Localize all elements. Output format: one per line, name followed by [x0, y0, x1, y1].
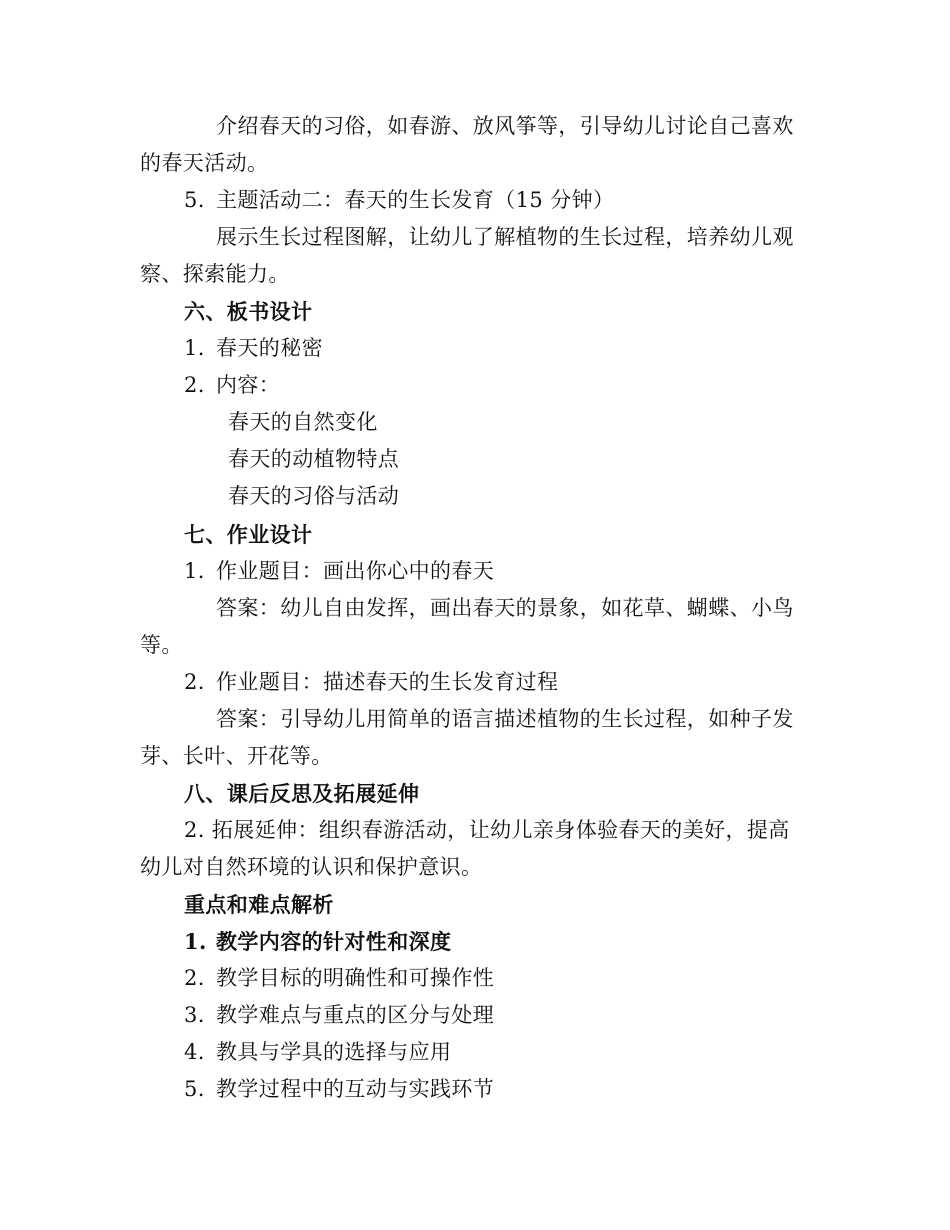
list-text: 作业题目：画出你心中的春天 [216, 559, 495, 583]
paragraph-line: 展示生长过程图解，让幼儿了解植物的生长过程，培养幼儿观 [216, 225, 794, 249]
list-text: 内容： [216, 373, 281, 397]
section-heading: 七、作业设计 [184, 522, 313, 547]
list-item [184, 553, 854, 590]
list-item [184, 960, 854, 997]
paragraph-line: 介绍春天的习俗，如春游、放风筝等，引导幼儿讨论自己喜欢 [216, 114, 794, 138]
paragraph-line: 2. 拓展延伸：组织春游活动，让幼儿亲身体验春天的美好，提高 [184, 818, 790, 842]
list-item [184, 1034, 854, 1071]
list-number: 1. [184, 336, 205, 360]
answer-line: 芽、长叶、开花等。 [140, 744, 333, 768]
list-item [184, 182, 854, 219]
list-text: 春天的秘密 [216, 336, 323, 360]
list-text: 教具与学具的选择与应用 [216, 1040, 452, 1064]
list-text: 教学目标的明确性和可操作性 [216, 966, 495, 990]
paragraph-line: 察、探索能力。 [140, 262, 290, 286]
list-number: 2. [184, 373, 205, 397]
answer-line: 答案：引导幼儿用简单的语言描述植物的生长过程，如种子发 [216, 707, 794, 731]
sub-item: 春天的动植物特点 [228, 447, 400, 471]
section-heading: 重点和难点解析 [184, 892, 334, 917]
sub-item: 春天的习俗与活动 [228, 484, 400, 508]
list-number: 3. [184, 1003, 205, 1027]
section-heading: 六、板书设计 [184, 299, 313, 324]
list-item [184, 923, 854, 960]
answer-line: 答案：幼儿自由发挥，画出春天的景象，如花草、蝴蝶、小鸟 [216, 596, 794, 620]
list-number: 5. [184, 1077, 205, 1101]
list-number: 1. [184, 929, 207, 954]
list-item [184, 330, 854, 367]
list-text: 作业题目：描述春天的生长发育过程 [216, 670, 559, 694]
paragraph-line: 幼儿对自然环境的认识和保护意识。 [140, 855, 483, 879]
sub-item: 春天的自然变化 [228, 410, 378, 434]
list-number: 1. [184, 559, 205, 583]
paragraph-line: 的春天活动。 [140, 151, 269, 175]
list-item [184, 997, 854, 1034]
list-item [184, 1071, 854, 1108]
list-text: 教学难点与重点的区分与处理 [216, 1003, 495, 1027]
list-item [184, 664, 854, 701]
section-heading: 八、课后反思及拓展延伸 [184, 781, 420, 806]
list-number: 4. [184, 1040, 205, 1064]
list-item [184, 367, 854, 404]
list-text: 教学过程中的互动与实践环节 [216, 1077, 495, 1101]
list-number: 2. [184, 670, 205, 694]
list-number: 2. [184, 966, 205, 990]
answer-line: 等。 [140, 633, 183, 657]
list-number: 5. [184, 188, 205, 212]
list-text: 教学内容的针对性和深度 [216, 929, 452, 954]
list-text: 主题活动二：春天的生长发育（15 分钟） [216, 188, 615, 212]
